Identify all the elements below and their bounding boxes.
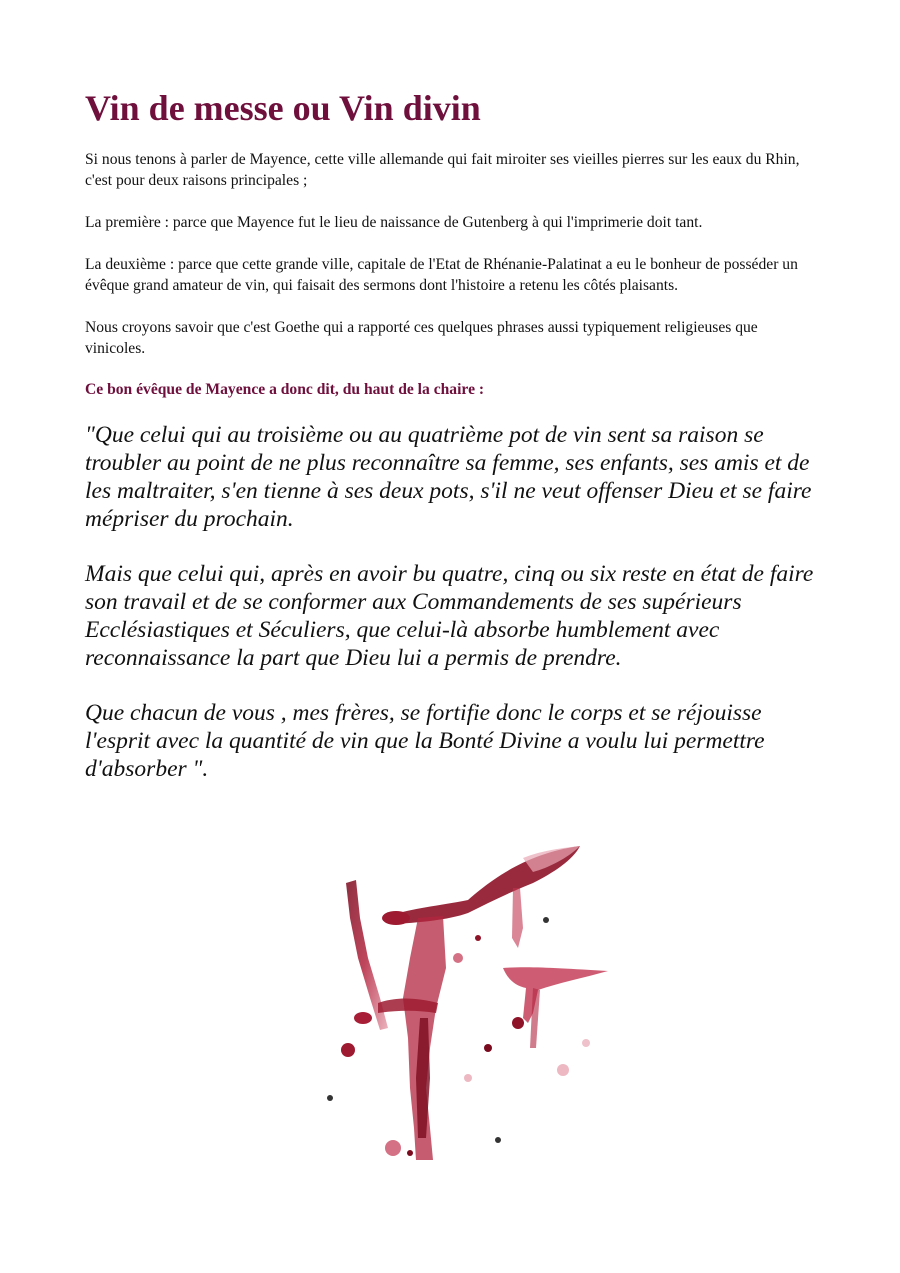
paragraph-first-reason: La première : parce que Mayence fut le lieu de naissance de Gutenberg à qui l'imprimerie doit tant. [85,214,703,231]
paragraph-goethe: Nous croyons savoir que c'est Goethe qui a rapporté ces quelques phrases aussi typiquement religieuses que vinicoles. [85,319,758,357]
quote-paragraph-3: Que chacun de vous , mes frères, se fortifie donc le corps et se réjouisse l'esprit avec la quantité de vin que la Bonté Divine a voulu lui permettre d'absorber ". [85,700,765,782]
lead-in-heading: Ce bon évêque de Mayence a donc dit, du haut de la chaire : [85,381,485,398]
quote-paragraph-2: Mais que celui qui, après en avoir bu quatre, cinq ou six reste en état de faire son travail et de se conformer aux Commandements de ses supérieurs Ecclésiastiques et Séculiers, que celui-là absorbe humblement avec reconnaissance la part que Dieu lui a permis de prendre. [85,561,814,671]
quote-paragraph-1: "Que celui qui au troisième ou au quatrième pot de vin sent sa raison se troubler au point de ne plus reconnaître sa femme, ses enfants, ses amis et de les maltraiter, s'en tienne à ses deux pots, s'il ne veut offenser Dieu et se faire mépriser du prochain. [85,422,812,532]
page-title: Vin de messe ou Vin divin [85,88,481,128]
wine-splash-image [318,838,618,1168]
paragraph-intro: Si nous tenons à parler de Mayence, cette ville allemande qui fait miroiter ses vieilles pierres sur les eaux du Rhin, c'est pour deux raisons principales ; [85,151,800,189]
paragraph-second-reason: La deuxième : parce que cette grande ville, capitale de l'Etat de Rhénanie-Palatinat a eu le bonheur de posséder un évêque grand amateur de vin, qui faisait des sermons dont l'histoire a retenu les côtés plaisants. [85,256,798,294]
